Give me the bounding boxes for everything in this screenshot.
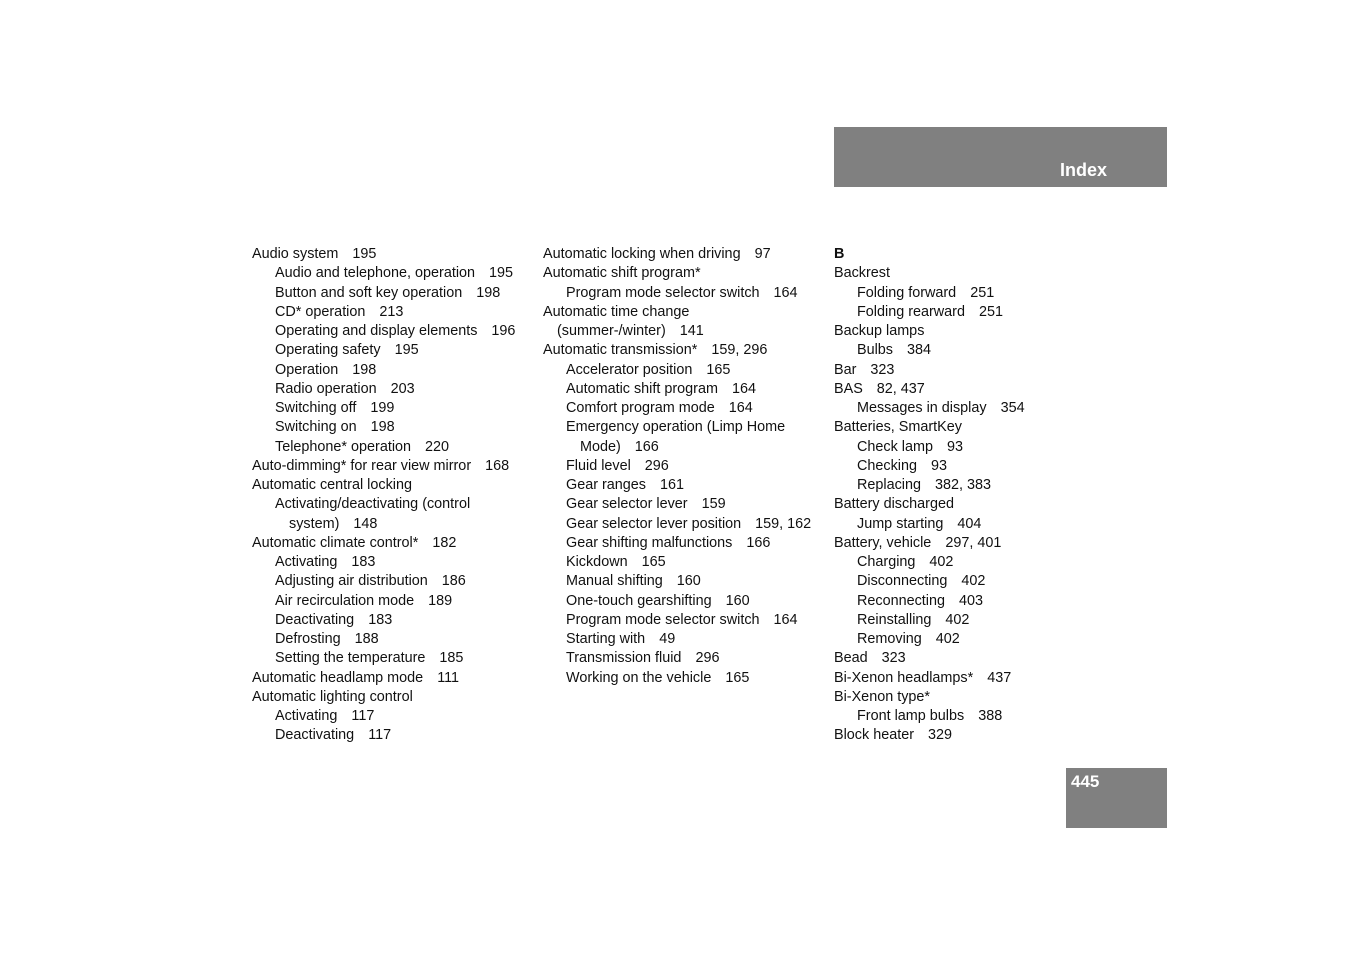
index-term: CD* operation — [275, 303, 366, 320]
index-page-ref[interactable]: 183 — [368, 611, 393, 628]
page-number: 445 — [1071, 772, 1100, 791]
index-entry — [252, 534, 537, 553]
index-term: Kickdown — [566, 554, 628, 570]
index-entry — [543, 630, 828, 649]
index-entry — [834, 264, 1119, 283]
index-entry — [543, 418, 828, 437]
index-page-ref[interactable]: 168 — [485, 457, 510, 474]
index-page-ref[interactable]: 195 — [489, 265, 514, 282]
index-page-ref[interactable]: 220 — [425, 438, 450, 455]
index-term: Automatic shift program — [566, 380, 718, 397]
index-term: Operating safety — [275, 342, 381, 359]
index-entry — [834, 341, 1119, 360]
index-page-ref[interactable]: 159 — [701, 496, 726, 513]
index-entry — [834, 380, 1119, 399]
index-term: Mode) — [580, 438, 621, 455]
index-page-ref[interactable]: 296 — [644, 457, 669, 474]
index-entry — [252, 611, 537, 630]
index-term: Bar — [834, 361, 857, 378]
index-entry — [252, 245, 537, 264]
index-entry — [543, 611, 828, 630]
index-term: Working on the vehicle — [566, 669, 712, 686]
index-page-ref[interactable]: 93 — [931, 457, 948, 474]
index-entry — [834, 476, 1119, 495]
index-term: Charging — [857, 554, 916, 570]
index-page-ref[interactable]: 402 — [961, 573, 986, 590]
index-entry — [834, 707, 1119, 726]
index-term: Gear selector lever position — [566, 515, 742, 532]
index-term: Switching off — [275, 400, 357, 416]
index-entry — [834, 572, 1119, 591]
index-entry — [543, 669, 828, 688]
index-entry — [543, 361, 828, 380]
index-entry — [543, 245, 828, 264]
index-entry — [252, 649, 537, 668]
index-entry — [834, 649, 1119, 668]
index-page-ref[interactable]: 165 — [725, 669, 750, 686]
index-term: Audio system — [252, 246, 339, 262]
index-term: Backrest — [834, 265, 890, 282]
index-term: Audio and telephone, operation — [275, 265, 476, 282]
index-page-ref[interactable]: 164 — [773, 611, 798, 628]
section-header — [834, 127, 1167, 187]
index-column-2 — [543, 245, 828, 688]
index-term: Bead — [834, 650, 868, 667]
index-page-ref[interactable]: 166 — [746, 534, 771, 551]
index-entry — [834, 322, 1119, 341]
index-entry — [252, 688, 537, 707]
index-page-ref[interactable]: 164 — [731, 380, 756, 397]
index-page-ref[interactable]: 198 — [370, 419, 395, 436]
index-term: Checking — [857, 457, 917, 474]
index-term: Air recirculation mode — [275, 592, 415, 609]
index-entry — [252, 495, 537, 514]
index-page-ref[interactable]: 196 — [491, 323, 516, 339]
index-entry — [543, 341, 828, 360]
index-entry — [543, 476, 828, 495]
index-page-ref[interactable]: 437 — [987, 669, 1012, 686]
index-page-ref[interactable]: 188 — [354, 631, 379, 647]
index-term: Automatic climate control* — [252, 534, 419, 551]
index-entry — [252, 264, 537, 283]
index-entry — [252, 515, 537, 534]
index-term: Disconnecting — [857, 573, 948, 590]
index-entry — [543, 380, 828, 399]
index-entry — [543, 495, 828, 514]
index-page-ref[interactable]: 203 — [390, 380, 415, 397]
index-entry — [834, 611, 1119, 630]
index-term: Switching on — [275, 419, 357, 436]
index-letter-heading — [834, 245, 1119, 264]
index-term: Reinstalling — [857, 611, 932, 628]
index-page-ref[interactable]: 141 — [679, 323, 704, 339]
index-page-ref[interactable]: 382, 383 — [935, 477, 992, 493]
index-entry — [834, 361, 1119, 380]
index-term: Battery discharged — [834, 496, 954, 513]
index-entry — [252, 726, 537, 745]
index-page-ref[interactable]: 164 — [728, 400, 753, 416]
index-column-3 — [834, 245, 1119, 746]
index-term: Manual shifting — [566, 573, 663, 590]
index-page-ref[interactable]: 404 — [957, 515, 982, 532]
index-term: Check lamp — [857, 438, 933, 455]
index-page-ref[interactable]: 117 — [351, 708, 375, 724]
index-term: Automatic time change — [543, 303, 690, 320]
index-entry — [252, 418, 537, 437]
index-page-ref[interactable]: 402 — [929, 554, 954, 570]
index-entry — [834, 438, 1119, 457]
index-entry — [543, 534, 828, 553]
index-term: Bi-Xenon headlamps* — [834, 669, 974, 686]
section-title: Index — [1059, 160, 1107, 180]
index-entry — [543, 592, 828, 611]
index-term: Automatic central locking — [252, 477, 412, 493]
index-term: Backup lamps — [834, 323, 925, 339]
index-page-ref[interactable]: 354 — [1000, 400, 1025, 416]
index-term: Front lamp bulbs — [857, 708, 965, 724]
index-term: Starting with — [566, 631, 646, 647]
index-page-ref[interactable]: 195 — [352, 246, 377, 262]
index-page-ref[interactable]: 183 — [351, 554, 376, 570]
index-entry — [834, 284, 1119, 303]
index-term: BAS — [834, 380, 863, 397]
index-entry — [252, 380, 537, 399]
index-term: Removing — [857, 631, 922, 647]
index-page-ref[interactable]: 165 — [641, 554, 666, 570]
index-page-ref[interactable]: 159, 162 — [755, 515, 812, 532]
index-page-ref[interactable]: 402 — [945, 611, 970, 628]
index-page-ref[interactable]: 166 — [634, 438, 659, 455]
index-page-ref[interactable]: 189 — [428, 592, 453, 609]
index-term: Block heater — [834, 727, 914, 744]
index-page-ref[interactable]: 251 — [978, 303, 1003, 320]
index-entry — [834, 592, 1119, 611]
index-page-ref[interactable]: 159, 296 — [711, 342, 768, 359]
index-page-ref[interactable]: 186 — [441, 573, 466, 590]
index-entry — [252, 284, 537, 303]
index-term: Automatic headlamp mode — [252, 669, 424, 686]
index-entry — [543, 264, 828, 283]
index-page-ref[interactable]: 165 — [706, 361, 731, 378]
index-entry — [834, 418, 1119, 437]
index-page-ref[interactable]: 148 — [353, 515, 378, 532]
index-page-ref[interactable]: 182 — [432, 534, 457, 551]
index-entry — [543, 457, 828, 476]
index-entry — [543, 553, 828, 572]
index-entry — [252, 707, 537, 726]
index-entry — [252, 592, 537, 611]
index-page-ref[interactable]: 117 — [368, 727, 392, 744]
index-entry — [543, 649, 828, 668]
index-term: Fluid level — [566, 457, 631, 474]
index-page-ref[interactable]: 198 — [476, 284, 501, 301]
index-page-ref[interactable]: 198 — [352, 361, 377, 378]
index-term: Battery, vehicle — [834, 534, 932, 551]
index-page-ref[interactable]: 199 — [370, 400, 395, 416]
index-term: system) — [289, 515, 340, 532]
index-page-ref[interactable]: 49 — [659, 631, 676, 647]
index-page-ref[interactable]: 111 — [437, 669, 460, 686]
index-entry — [834, 457, 1119, 476]
index-term: Deactivating — [275, 611, 355, 628]
index-entry — [543, 399, 828, 418]
index-page-ref[interactable]: 195 — [394, 342, 419, 359]
page-number-box — [1066, 768, 1167, 828]
index-page-ref[interactable]: 164 — [773, 284, 798, 301]
index-term: Emergency operation (Limp Home — [566, 419, 786, 436]
index-entry — [543, 515, 828, 534]
index-term: Operating and display elements — [275, 323, 478, 339]
index-page-ref[interactable]: 297, 401 — [945, 534, 1002, 551]
index-term: Comfort program mode — [566, 400, 715, 416]
index-page-ref[interactable]: 185 — [439, 650, 464, 667]
index-term: Gear selector lever — [566, 496, 688, 513]
index-page-ref[interactable]: 160 — [676, 573, 701, 590]
index-entry — [252, 669, 537, 688]
index-term: Transmission fluid — [566, 650, 682, 667]
index-entry — [252, 322, 537, 341]
index-page-ref[interactable]: 323 — [870, 361, 895, 378]
index-term: Messages in display — [857, 400, 987, 416]
index-term: Reconnecting — [857, 592, 946, 609]
index-term: Gear shifting malfunctions — [566, 534, 733, 551]
index-term: Radio operation — [275, 380, 377, 397]
index-entry — [834, 495, 1119, 514]
index-page-ref[interactable]: 329 — [928, 727, 953, 744]
index-page-ref[interactable]: 384 — [907, 342, 932, 359]
index-entry — [252, 553, 537, 572]
index-term: Folding rearward — [857, 303, 965, 320]
index-term: Batteries, SmartKey — [834, 419, 962, 436]
index-term: Accelerator position — [566, 361, 693, 378]
index-entry — [252, 438, 537, 457]
index-entry — [543, 438, 828, 457]
index-entry — [252, 361, 537, 380]
index-term: Activating — [275, 708, 338, 724]
index-term: Bi-Xenon type* — [834, 688, 930, 705]
index-entry — [834, 534, 1119, 553]
index-entry — [834, 303, 1119, 322]
index-term: Auto-dimming* for rear view mirror — [252, 457, 472, 474]
index-entry — [252, 457, 537, 476]
index-page-ref[interactable]: 402 — [935, 631, 960, 647]
index-entry — [543, 303, 828, 322]
index-term: Automatic shift program* — [543, 265, 701, 282]
index-term: Program mode selector switch — [566, 611, 760, 628]
index-entry — [252, 630, 537, 649]
index-term: Adjusting air distribution — [275, 573, 428, 590]
index-entry — [543, 322, 828, 341]
index-entry — [834, 399, 1119, 418]
index-page-ref[interactable]: 97 — [754, 246, 771, 262]
index-term: Jump starting — [857, 515, 944, 532]
index-term: Telephone* operation — [275, 438, 412, 455]
index-entry — [834, 688, 1119, 707]
index-entry — [252, 341, 537, 360]
index-page-ref[interactable]: 403 — [959, 592, 984, 609]
index-term: Activating/deactivating (control — [275, 496, 471, 513]
index-term: One-touch gearshifting — [566, 592, 712, 609]
index-entry — [834, 515, 1119, 534]
index-entry — [252, 303, 537, 322]
index-term: Gear ranges — [566, 477, 646, 493]
index-page-ref[interactable]: 323 — [881, 650, 906, 667]
index-page-ref[interactable]: 82, 437 — [876, 380, 925, 397]
index-column-1 — [252, 245, 537, 746]
index-page-ref[interactable]: 251 — [970, 284, 995, 301]
index-term: Deactivating — [275, 727, 355, 744]
index-term: Automatic lighting control — [252, 688, 413, 705]
index-page-ref[interactable]: 388 — [978, 708, 1003, 724]
index-page-ref[interactable]: 213 — [379, 303, 404, 320]
index-term: (summer-/winter) — [557, 323, 666, 339]
index-entry — [252, 572, 537, 591]
index-term: Automatic locking when driving — [543, 246, 741, 262]
index-term: Button and soft key operation — [275, 284, 463, 301]
index-term: Bulbs — [857, 342, 893, 359]
index-entry — [543, 572, 828, 591]
index-term: Activating — [275, 554, 338, 570]
index-entry — [834, 630, 1119, 649]
index-page-ref[interactable]: 296 — [695, 650, 720, 667]
index-page-ref[interactable]: 160 — [725, 592, 750, 609]
index-entry — [543, 284, 828, 303]
index-entry — [834, 553, 1119, 572]
index-entry — [252, 476, 537, 495]
index-term: Replacing — [857, 477, 921, 493]
index-term: Program mode selector switch — [566, 284, 760, 301]
index-entry — [252, 399, 537, 418]
index-term: Defrosting — [275, 631, 341, 647]
index-entry — [834, 669, 1119, 688]
index-term: Folding forward — [857, 284, 957, 301]
index-term: B — [834, 246, 845, 262]
index-term: Setting the temperature — [275, 650, 426, 667]
index-entry — [834, 726, 1119, 745]
index-term: Operation — [275, 361, 339, 378]
index-page-ref[interactable]: 93 — [946, 438, 963, 455]
index-page-ref[interactable]: 161 — [660, 477, 685, 493]
index-term: Automatic transmission* — [543, 342, 698, 359]
